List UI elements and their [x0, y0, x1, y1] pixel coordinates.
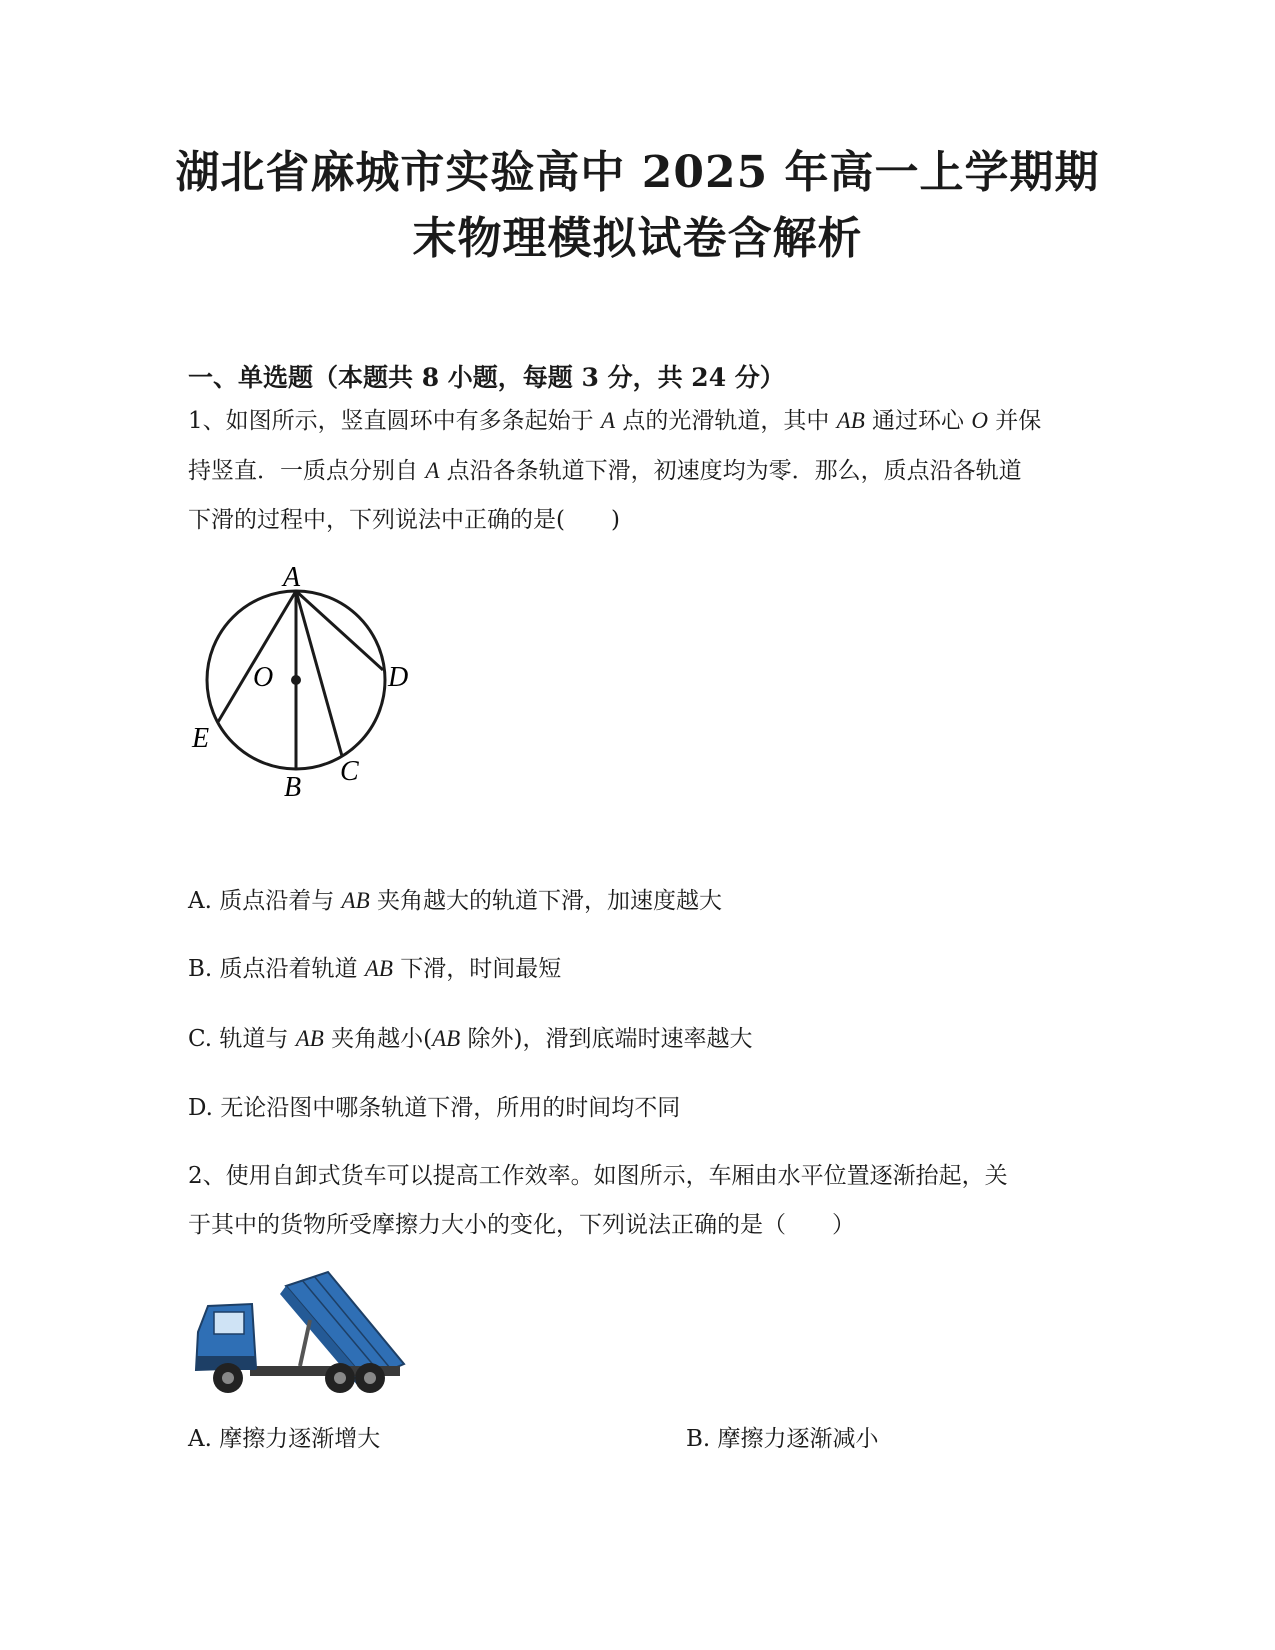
label-e: E — [192, 723, 210, 754]
track-ac — [296, 591, 342, 756]
page-title-line2: 末物理模拟试卷含解析 — [412, 213, 863, 264]
q1-line3: 下滑的过程中，下列说法中正确的是( ) — [188, 507, 620, 533]
label-a: A — [283, 562, 301, 593]
q1-option-c: C. 轨道与 AB 夹角越小(AB 除外)，滑到底端时速率越大 — [188, 1026, 753, 1052]
label-o: O — [253, 662, 274, 693]
q1-option-a: A. 质点沿着与 AB 夹角越大的轨道下滑，加速度越大 — [188, 888, 722, 914]
section-heading: 一、单选题（本题共 8 小题，每题 3 分，共 24 分） — [188, 363, 785, 392]
question-1-stem — [188, 396, 1088, 545]
center-point — [291, 675, 301, 685]
cab-window — [214, 1312, 244, 1334]
q2-line2: 于其中的货物所受摩擦力大小的变化，下列说法正确的是（ ） — [188, 1212, 855, 1238]
q1-line1: 1、如图所示，竖直圆环中有多条起始于 A 点的光滑轨道，其中 AB 通过环心 O 并保 — [188, 408, 1042, 434]
label-d: D — [388, 662, 409, 693]
question-2-stem — [188, 1152, 1088, 1250]
q1-option-d: D. 无论沿图中哪条轨道下滑，所用的时间均不同 — [188, 1095, 681, 1121]
q2-option-b: B. 摩擦力逐渐减小 — [686, 1426, 879, 1452]
q2-option-a: A. 摩擦力逐渐增大 — [188, 1426, 381, 1452]
page-title-line1: 湖北省麻城市实验高中 2025 年高一上学期期 — [175, 147, 1100, 198]
circle-track-figure — [180, 560, 440, 810]
q2-line1: 2、使用自卸式货车可以提高工作效率。如图所示，车厢由水平位置逐渐抬起，关 — [188, 1163, 1008, 1189]
q1-line2: 持竖直．一质点分别自 A 点沿各条轨道下滑，初速度均为零．那么，质点沿各轨道 — [188, 458, 1022, 484]
label-b: B — [284, 772, 302, 803]
label-c: C — [340, 756, 359, 787]
q1-option-b: B. 质点沿着轨道 AB 下滑，时间最短 — [188, 956, 562, 982]
dump-truck-image — [190, 1260, 410, 1430]
track-ae — [218, 591, 296, 722]
